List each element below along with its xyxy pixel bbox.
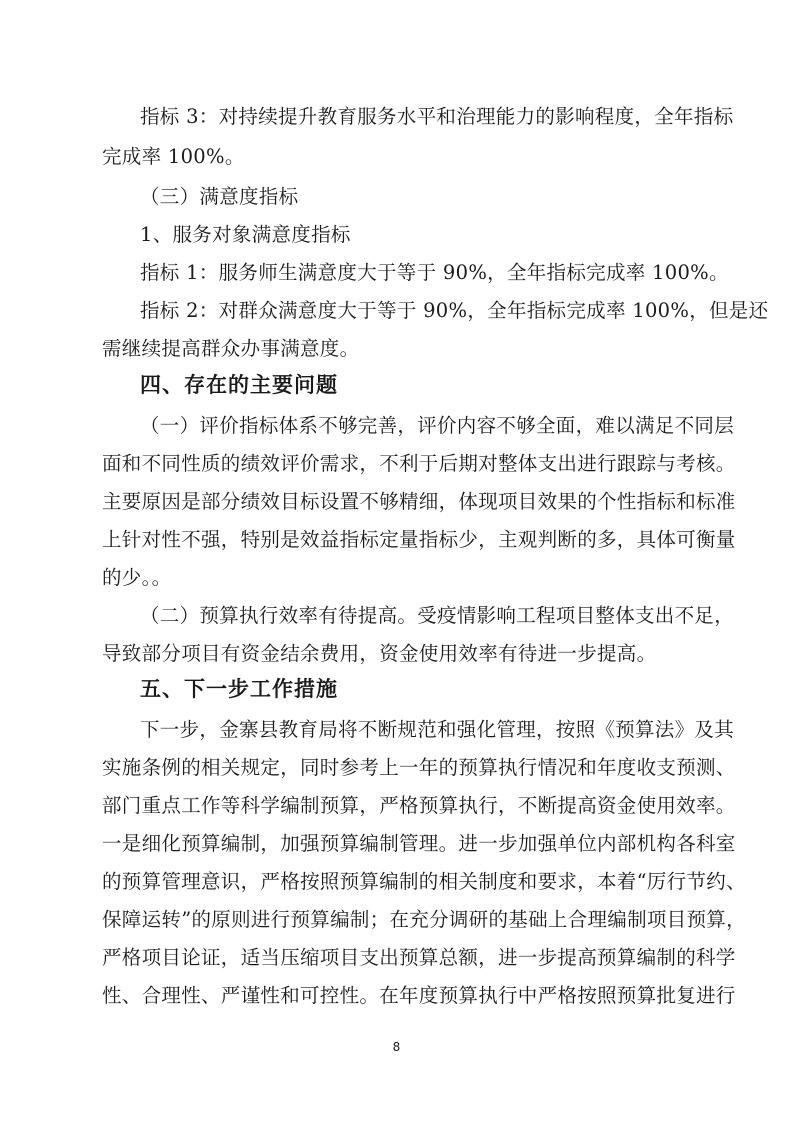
paragraph-line: 严格项目论证，适当压缩项目支出预算总额，进一步提高预算编制的科学: [102, 946, 736, 969]
paragraph-line: （二）预算执行效率有待提高。受疫情影响工程项目整体支出不足，: [140, 604, 735, 627]
paragraph-line: 指标 1：服务师生满意度大于等于 90%，全年指标完成率 100%。: [140, 261, 729, 284]
paragraph-line: 一是细化预算编制，加强预算编制管理。进一步加强单位内部机构各科室: [102, 832, 736, 855]
paragraph-line: 面和不同性质的绩效评价需求，不利于后期对整体支出进行跟踪与考核。: [102, 452, 736, 475]
paragraph-line: 完成率 100%。: [102, 145, 245, 168]
paragraph-line: 的少。。: [102, 566, 172, 589]
paragraph-line: 主要原因是部分绩效目标设置不够精细，体现项目效果的个性指标和标准: [102, 490, 736, 513]
section-heading: 四、存在的主要问题: [140, 373, 338, 397]
paragraph-line: 的预算管理意识，严格按照预算编制的相关制度和要求，本着“厉行节约、: [102, 870, 746, 893]
paragraph-line: 指标 2：对群众满意度大于等于 90%，全年指标完成率 100%，但是还: [140, 299, 769, 322]
paragraph-line: 指标 3：对持续提升教育服务水平和治理能力的影响程度，全年指标: [140, 105, 734, 128]
subsection-heading: 1、服务对象满意度指标: [140, 223, 351, 246]
section-heading: 五、下一步工作措施: [140, 677, 338, 701]
paragraph-line: 下一步，金寨县教育局将不断规范和强化管理，按照《预算法》及其: [140, 718, 735, 741]
page-number: 8: [392, 1040, 401, 1054]
paragraph-line: 上针对性不强，特别是效益指标定量指标少，主观判断的多，具体可衡量: [102, 528, 736, 551]
paragraph-line: 需继续提高群众办事满意度。: [102, 337, 360, 360]
paragraph-line: 性、合理性、严谨性和可控性。在年度预算执行中严格按照预算批复进行: [102, 984, 736, 1007]
paragraph-line: 部门重点工作等科学编制预算，严格预算执行，不断提高资金使用效率。: [102, 794, 736, 817]
paragraph-line: 导致部分项目有资金结余费用，资金使用效率有待进一步提高。: [102, 642, 657, 665]
subsection-heading: （三）满意度指标: [140, 185, 299, 208]
paragraph-line: （一）评价指标体系不够完善，评价内容不够全面，难以满足不同层: [140, 414, 735, 437]
paragraph-line: 实施条例的相关规定，同时参考上一年的预算执行情况和年度收支预测、: [102, 756, 736, 779]
paragraph-line: 保障运转”的原则进行预算编制；在充分调研的基础上合理编制项目预算，: [102, 908, 746, 931]
